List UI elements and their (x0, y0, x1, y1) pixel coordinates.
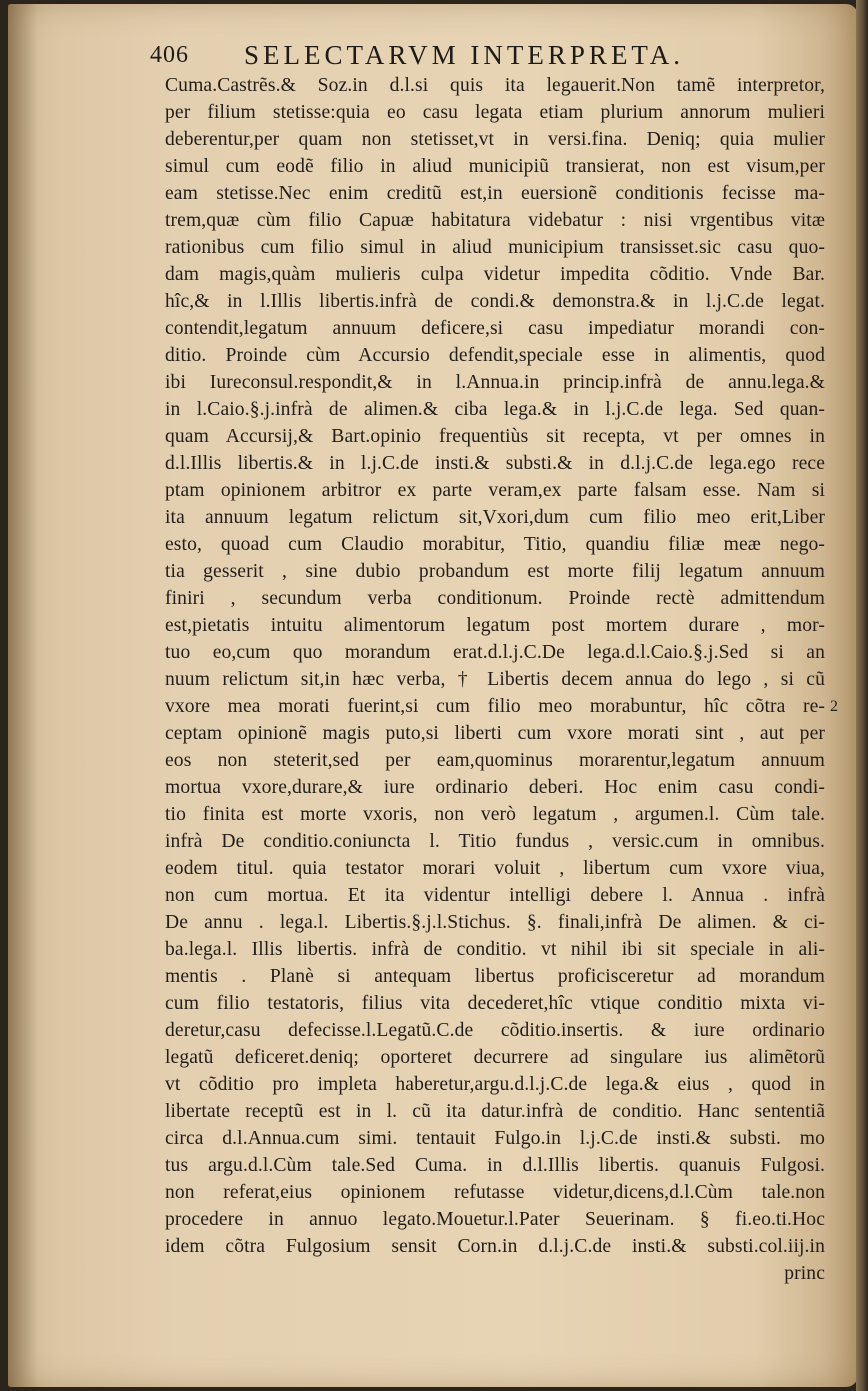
text-line: finiri , secundum verba conditionum. Proinde rectè admittendum (165, 588, 825, 609)
text-line: contendit,legatum annuum deficere,si casu impediatur morandi con- (165, 318, 825, 339)
text-line: infrà De conditio.coniuncta l. Titio fundus , versic.cum in omnibus. (165, 831, 825, 852)
text-line: legatũ deficeret.deniq; oporteret decurrere ad singulare ius alimẽtorũ (165, 1047, 825, 1068)
text-line: non referat,eius opinionem refutasse videtur,dicens,d.l.Cùm tale.non (165, 1182, 825, 1203)
text-line: eodem titul. quia testator morari voluit , libertum cum vxore viua, (165, 858, 825, 879)
text-line: nuum relictum sit,in hæc verba, † Libertis decem annua do lego , si cũ (165, 669, 825, 690)
text-line: tia gesserit , sine dubio probandum est morte filij legatum annuum (165, 561, 825, 582)
text-line: ba.lega.l. Illis libertis. infrà de conditio. vt nihil ibi sit speciale in ali- (165, 939, 825, 960)
text-line: d.l.Illis libertis.& in l.j.C.de insti.& substi.& in d.l.j.C.de lega.ego rece (165, 453, 825, 474)
text-line: trem,quæ cùm filio Capuæ habitatura videbatur : nisi vrgentibus vitæ (165, 210, 825, 231)
text-line: in l.Caio.§.j.infrà de alimen.& ciba lega.& in l.j.C.de lega. Sed quan- (165, 399, 825, 420)
text-line: simul cum eodẽ filio in aliud municipiũ transierat, non est visum,per (165, 156, 825, 177)
page-header (150, 36, 840, 76)
text-line: ibi Iureconsul.respondit,& in l.Annua.in princip.infrà de annu.lega.& (165, 372, 825, 393)
text-line: eam stetisse.Nec enim creditũ est,in euersionẽ conditionis fecisse ma- (165, 183, 825, 204)
text-line: procedere in annuo legato.Mouetur.l.Pater Seuerinam. § fi.eo.ti.Hoc (165, 1209, 825, 1230)
text-line: ditio. Proinde cùm Accursio defendit,speciale esse in alimentis, quod (165, 345, 825, 366)
running-head: SELECTARVM INTERPRETA. (244, 40, 685, 70)
text-line: mortua vxore,durare,& iure ordinario deberi. Hoc enim casu condi- (165, 777, 825, 798)
text-line: libertate receptũ est in l. cũ ita datur.infrà de conditio. Hanc sententiã (165, 1101, 825, 1122)
text-line: idem cõtra Fulgosium sensit Corn.in d.l.j.C.de insti.& substi.col.iij.in (165, 1236, 825, 1257)
text-line: princ (784, 1263, 825, 1284)
text-line: rationibus cum filio simul in aliud municipium transisset.sic casu quo- (165, 237, 825, 258)
text-line: circa d.l.Annua.cum simi. tentauit Fulgo.in l.j.C.de insti.& substi. mo (165, 1128, 825, 1149)
text-line: eos non steterit,sed per eam,quominus morarentur,legatum annuum (165, 750, 825, 771)
text-line: quam Accursij,& Bart.opinio frequentiùs sit recepta, vt per omnes in (165, 426, 825, 447)
text-line: Cuma.Castrẽs.& Soz.in d.l.si quis ita legauerit.Non tamẽ interpretor, (165, 75, 825, 96)
text-line: tuo eo,cum quo morandum erat.d.l.j.C.De lega.d.l.Caio.§.j.Sed si an (165, 642, 825, 663)
text-line: est,pietatis intuitu alimentorum legatum post mortem durare , mor- (165, 615, 825, 636)
text-line: ceptam opinionẽ magis puto,si liberti cum vxore morati sint , aut per (165, 723, 825, 744)
text-line: deretur,casu defecisse.l.Legatũ.C.de cõditio.insertis. & iure ordinario (165, 1020, 825, 1041)
text-line: tio finita est morte vxoris, non verò legatum , argumen.l. Cùm tale. (165, 804, 825, 825)
text-line: ptam opinionem arbitror ex parte veram,ex parte falsam esse. Nam si (165, 480, 825, 501)
text-line: vt cõditio pro impleta haberetur,argu.d.l.j.C.de lega.& eius , quod in (165, 1074, 825, 1095)
marginal-note: 2 (830, 698, 838, 715)
gutter-shadow (8, 4, 38, 1387)
text-line: tus argu.d.l.Cùm tale.Sed Cuma. in d.l.Illis libertis. quanuis Fulgosi. (165, 1155, 825, 1176)
text-line: esto, quoad cum Claudio morabitur, Titio, quandiu filiæ meæ nego- (165, 534, 825, 555)
text-line: per filium stetisse:quia eo casu legata etiam plurium annorum mulieri (165, 102, 825, 123)
text-line: non cum mortua. Et ita videntur intelligi debere l. Annua . infrà (165, 885, 825, 906)
text-line: mentis . Planè si antequam libertus proficisceretur ad morandum (165, 966, 825, 987)
text-line: vxore mea morati fuerint,si cum filio meo morabuntur, hîc cõtra re- (165, 696, 825, 717)
text-line: De annu . lega.l. Libertis.§.j.l.Stichus. §. finali,infrà De alimen. & ci- (165, 912, 825, 933)
page-number: 406 (150, 42, 189, 68)
text-line: deberentur,per quam non stetisset,vt in versi.fina. Deniq; quia mulier (165, 129, 825, 150)
text-line: hîc,& in l.Illis libertis.infrà de condi.& demonstra.& in l.j.C.de legat. (165, 291, 825, 312)
text-line: dam magis,quàm mulieris culpa videtur impedita cõditio. Vnde Bar. (165, 264, 825, 285)
text-line: cum filio testatoris, filius vita decederet,hîc vtique conditio mixta vi- (165, 993, 825, 1014)
page-edge (856, 0, 868, 1391)
text-line: ita annuum legatum relictum sit,Vxori,dum cum filio meo erit,Liber (165, 507, 825, 528)
